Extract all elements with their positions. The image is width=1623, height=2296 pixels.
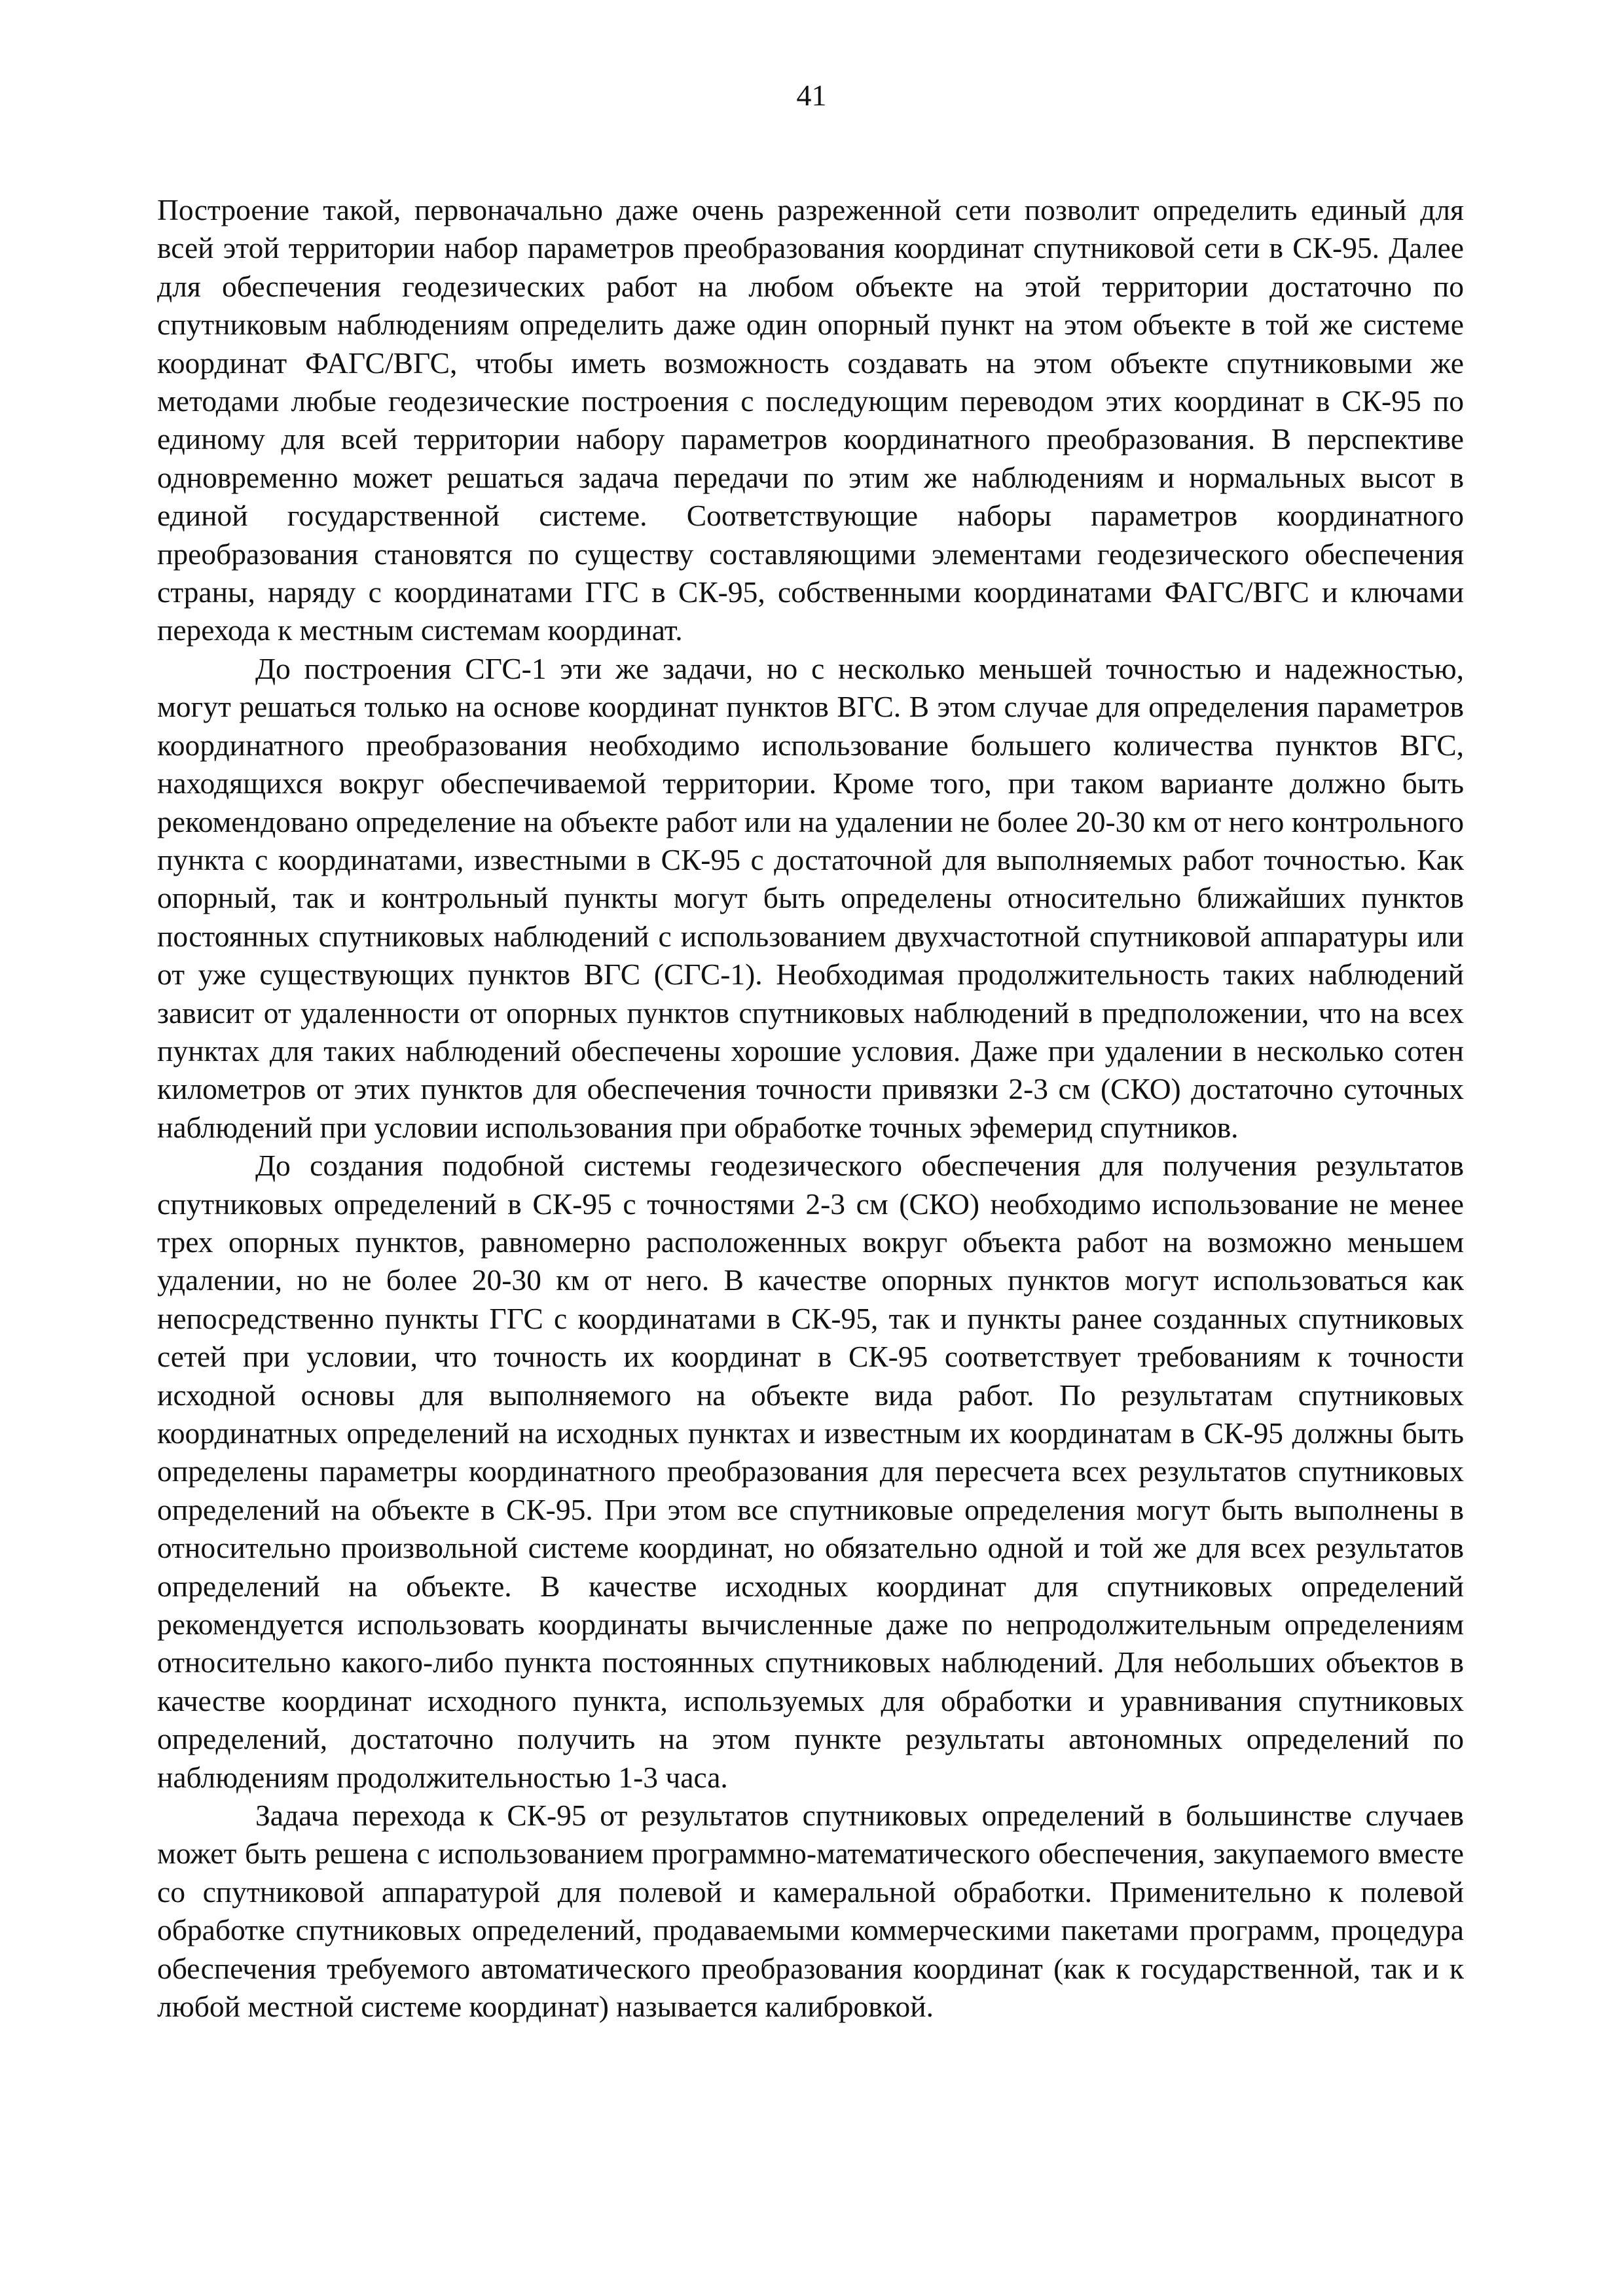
page-number: 41 <box>796 79 827 112</box>
document-body <box>157 191 1464 2026</box>
paragraph-2: До построения СГС-1 эти же задачи, но с несколько меньшей точностью и надежностью, могут решаться только на основе координат пунктов ВГС. В этом случае для определения параметров координатного преобразования необходимо использование большего количества пунктов ВГС, находящихся вокруг обеспечиваемой территории. Кроме того, при таком варианте должно быть рекомендовано определение на объекте работ или на удалении не более 20-30 км от него контрольного пункта с координатами, известными в СК-95 с достаточной для выполняемых работ точностью. Как опорный, так и контрольный пункты могут быть определены относительно ближайших пунктов постоянных спутниковых наблюдений с использованием двухчастотной спутниковой аппаратуры или от уже существующих пунктов ВГС (СГС-1). Необходимая продолжительность таких наблюдений зависит от удаленности от опорных пунктов спутниковых наблюдений в предположении, что на всех пунктах для таких наблюдений обеспечены хорошие условия. Даже при удалении в несколько сотен километров от этих пунктов для обеспечения точности привязки 2-3 см (СКО) достаточно суточных наблюдений при условии использования при обработке точных эфемерид спутников. <box>157 651 1464 1144</box>
paragraph-4: Задача перехода к СК-95 от результатов спутниковых определений в большинстве случаев может быть решена с использованием программно-математического обеспечения, закупаемого вместе со спутниковой аппаратурой для полевой и камеральной обработки. Применительно к полевой обработке спутниковых определений, продаваемыми коммерческими пакетами программ, процедура обеспечения требуемого автоматического преобразования координат (как к государственной, так и к любой местной системе координат) называется калибровкой. <box>157 1799 1464 2024</box>
paragraph-3: До создания подобной системы геодезического обеспечения для получения результатов спутниковых определений в СК-95 с точностями 2-3 см (СКО) необходимо использование не менее трех опорных пунктов, равномерно расположенных вокруг объекта работ на возможно меньшем удалении, но не более 20-30 км от него. В качестве опорных пунктов могут использоваться как непосредственно пункты ГГС с координатами в СК-95, так и пункты ранее созданных спутниковых сетей при условии, что точность их координат в СК-95 соответствует требованиям к точности исходной основы для выполняемого на объекте вида работ. По результатам спутниковых координатных определений на исходных пунктах и известным их координатам в СК-95 должны быть определены параметры координатного преобразования для пересчета всех результатов спутниковых определений на объекте в СК-95. При этом все спутниковые определения могут быть выполнены в относительно произвольной системе координат, но обязательно одной и той же для всех результатов определений на объекте. В качестве исходных координат для спутниковых определений рекомендуется использовать координаты вычисленные даже по непродолжительным определениям относительно какого-либо пункта постоянных спутниковых наблюдений. Для небольших объектов в качестве координат исходного пункта, используемых для обработки и уравнивания спутниковых определений, достаточно получить на этом пункте результаты автономных определений по наблюдениям продолжительностью 1-3 часа. <box>157 1149 1464 1794</box>
paragraph-1: Построение такой, первоначально даже очень разреженной сети позволит определить единый для всей этой территории набор параметров преобразования координат спутниковой сети в СК-95. Далее для обеспечения геодезических работ на любом объекте на этой территории достаточно по спутниковым наблюдениям определить даже один опорный пункт на этом объекте в той же системе координат ФАГС/ВГС, чтобы иметь возможность создавать на этом объекте спутниковыми же методами любые геодезические построения с последующим переводом этих координат в СК-95 по единому для всей территории набору параметров координатного преобразования. В перспективе одновременно может решаться задача передачи по этим же наблюдениям и нормальных высот в единой государственной системе. Соответствующие наборы параметров координатного преобразования становятся по существу составляющими элементами геодезического обеспечения страны, наряду с координатами ГГС в СК-95, собственными координатами ФАГС/ВГС и ключами перехода к местным системам координат. <box>157 193 1464 647</box>
